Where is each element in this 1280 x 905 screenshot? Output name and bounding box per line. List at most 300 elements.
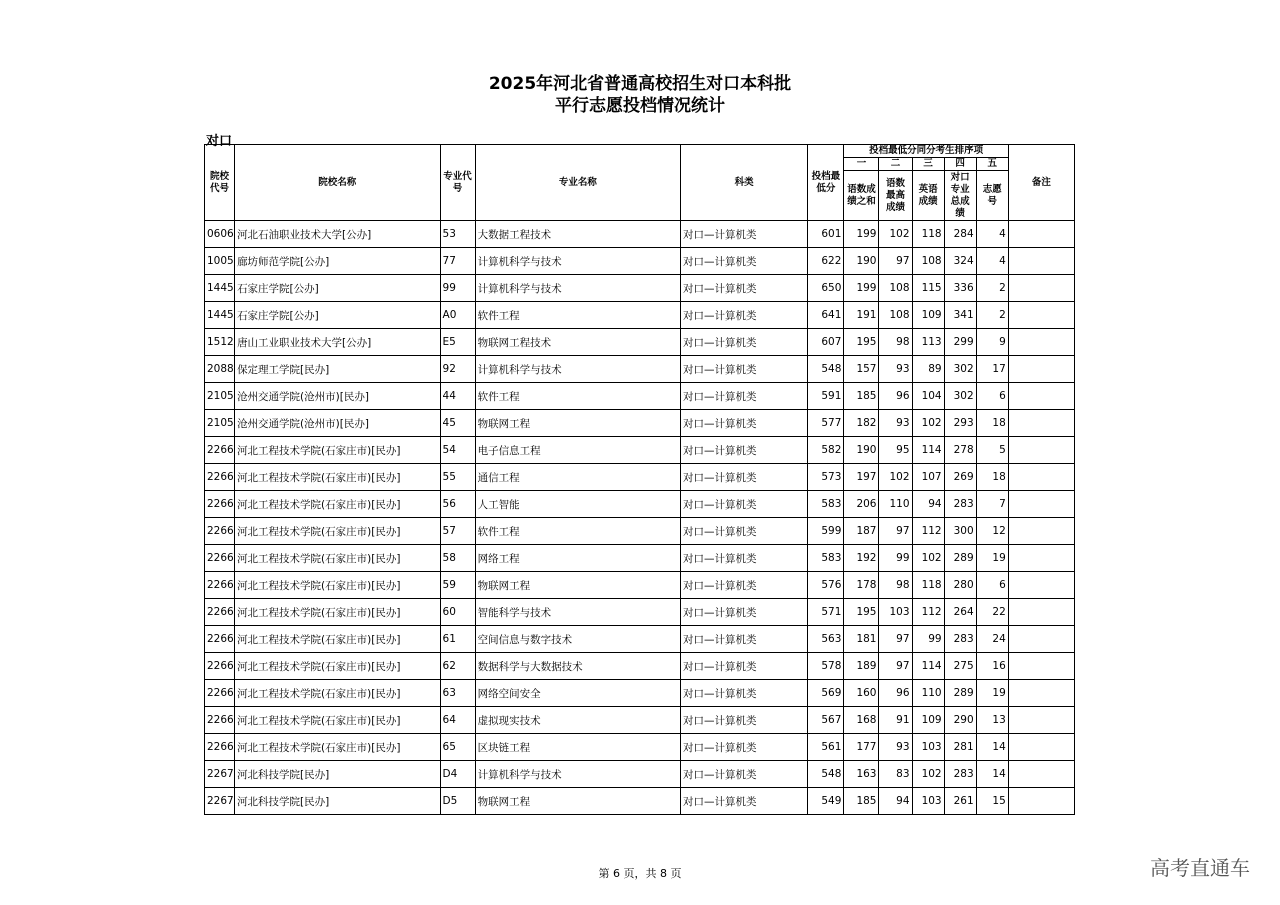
- header-school-code: 院校代号: [205, 145, 235, 221]
- tb1-cell: 163: [844, 761, 879, 788]
- table-row: [205, 626, 1075, 653]
- remarks-cell: [1008, 653, 1074, 680]
- school-name-cell: 廊坊师范学院[公办]: [235, 248, 440, 275]
- major-code-cell: 65: [440, 734, 475, 761]
- min-score-cell: 641: [808, 302, 844, 329]
- major-name-cell: 大数据工程技术: [475, 221, 680, 248]
- category-cell: 对口—计算机类: [681, 707, 808, 734]
- tb3-cell: 112: [912, 518, 944, 545]
- header-tb3: 英语成绩: [912, 171, 944, 221]
- tb3-cell: 107: [912, 464, 944, 491]
- school-code-cell: 2266: [205, 680, 235, 707]
- tb3-cell: 108: [912, 248, 944, 275]
- tb5-cell: 19: [976, 680, 1008, 707]
- tb1-cell: 190: [844, 437, 879, 464]
- category-cell: 对口—计算机类: [681, 653, 808, 680]
- major-code-cell: A0: [440, 302, 475, 329]
- major-name-cell: 电子信息工程: [475, 437, 680, 464]
- tb5-cell: 2: [976, 302, 1008, 329]
- tb4-cell: 275: [944, 653, 976, 680]
- table-row: [205, 572, 1075, 599]
- tb5-cell: 2: [976, 275, 1008, 302]
- category-cell: 对口—计算机类: [681, 518, 808, 545]
- tb4-cell: 283: [944, 761, 976, 788]
- category-cell: 对口—计算机类: [681, 464, 808, 491]
- major-name-cell: 物联网工程技术: [475, 329, 680, 356]
- tb2-cell: 108: [879, 302, 912, 329]
- tb4-cell: 336: [944, 275, 976, 302]
- tb2-cell: 96: [879, 680, 912, 707]
- tb5-cell: 13: [976, 707, 1008, 734]
- tb2-cell: 91: [879, 707, 912, 734]
- table-row: [205, 599, 1075, 626]
- remarks-cell: [1008, 383, 1074, 410]
- min-score-cell: 549: [808, 788, 844, 815]
- major-name-cell: 网络工程: [475, 545, 680, 572]
- tb5-cell: 18: [976, 410, 1008, 437]
- tb3-cell: 112: [912, 599, 944, 626]
- category-cell: 对口—计算机类: [681, 329, 808, 356]
- major-code-cell: D4: [440, 761, 475, 788]
- tb5-cell: 22: [976, 599, 1008, 626]
- tb4-cell: 290: [944, 707, 976, 734]
- tb4-cell: 299: [944, 329, 976, 356]
- major-code-cell: 57: [440, 518, 475, 545]
- table-row: [205, 248, 1075, 275]
- table-row: [205, 329, 1075, 356]
- table-row: [205, 410, 1075, 437]
- school-code-cell: 2266: [205, 626, 235, 653]
- tb2-cell: 93: [879, 734, 912, 761]
- major-name-cell: 物联网工程: [475, 572, 680, 599]
- tb5-cell: 6: [976, 383, 1008, 410]
- major-code-cell: 99: [440, 275, 475, 302]
- min-score-cell: 650: [808, 275, 844, 302]
- tb1-cell: 187: [844, 518, 879, 545]
- header-tiebreak-group: 投档最低分同分考生排序项: [844, 145, 1008, 158]
- tb5-cell: 15: [976, 788, 1008, 815]
- tb2-cell: 99: [879, 545, 912, 572]
- remarks-cell: [1008, 410, 1074, 437]
- tb4-cell: 293: [944, 410, 976, 437]
- major-name-cell: 软件工程: [475, 302, 680, 329]
- major-name-cell: 软件工程: [475, 383, 680, 410]
- major-code-cell: 55: [440, 464, 475, 491]
- header-tb5-num: 五: [976, 158, 1008, 171]
- remarks-cell: [1008, 761, 1074, 788]
- school-name-cell: 保定理工学院[民办]: [235, 356, 440, 383]
- remarks-cell: [1008, 572, 1074, 599]
- tb5-cell: 19: [976, 545, 1008, 572]
- min-score-cell: 567: [808, 707, 844, 734]
- min-score-cell: 571: [808, 599, 844, 626]
- school-code-cell: 2266: [205, 464, 235, 491]
- school-name-cell: 河北工程技术学院(石家庄市)[民办]: [235, 464, 440, 491]
- tb3-cell: 114: [912, 437, 944, 464]
- school-name-cell: 沧州交通学院(沧州市)[民办]: [235, 383, 440, 410]
- major-code-cell: 92: [440, 356, 475, 383]
- tb1-cell: 199: [844, 221, 879, 248]
- header-remarks: 备注: [1008, 145, 1074, 221]
- major-name-cell: 计算机科学与技术: [475, 356, 680, 383]
- remarks-cell: [1008, 248, 1074, 275]
- school-name-cell: 石家庄学院[公办]: [235, 302, 440, 329]
- school-name-cell: 河北工程技术学院(石家庄市)[民办]: [235, 734, 440, 761]
- remarks-cell: [1008, 626, 1074, 653]
- major-name-cell: 人工智能: [475, 491, 680, 518]
- min-score-cell: 573: [808, 464, 844, 491]
- school-code-cell: 1005: [205, 248, 235, 275]
- min-score-cell: 607: [808, 329, 844, 356]
- category-cell: 对口—计算机类: [681, 761, 808, 788]
- category-cell: 对口—计算机类: [681, 572, 808, 599]
- table-body: [205, 221, 1075, 815]
- major-code-cell: 53: [440, 221, 475, 248]
- header-tb2-num: 二: [879, 158, 912, 171]
- school-name-cell: 河北工程技术学院(石家庄市)[民办]: [235, 599, 440, 626]
- tb2-cell: 108: [879, 275, 912, 302]
- tb1-cell: 189: [844, 653, 879, 680]
- school-name-cell: 河北科技学院[民办]: [235, 761, 440, 788]
- tb3-cell: 89: [912, 356, 944, 383]
- min-score-cell: 569: [808, 680, 844, 707]
- document-title-line1: 2025年河北省普通高校招生对口本科批: [488, 74, 792, 94]
- major-name-cell: 数据科学与大数据技术: [475, 653, 680, 680]
- school-name-cell: 河北工程技术学院(石家庄市)[民办]: [235, 437, 440, 464]
- school-code-cell: 2088: [205, 356, 235, 383]
- category-cell: 对口—计算机类: [681, 545, 808, 572]
- tb2-cell: 98: [879, 572, 912, 599]
- tb1-cell: 199: [844, 275, 879, 302]
- tb4-cell: 261: [944, 788, 976, 815]
- school-code-cell: 2266: [205, 734, 235, 761]
- min-score-cell: 599: [808, 518, 844, 545]
- tb3-cell: 103: [912, 788, 944, 815]
- tb3-cell: 115: [912, 275, 944, 302]
- min-score-cell: 577: [808, 410, 844, 437]
- table-row: [205, 707, 1075, 734]
- table-row: [205, 653, 1075, 680]
- tb1-cell: 191: [844, 302, 879, 329]
- tb3-cell: 103: [912, 734, 944, 761]
- major-name-cell: 计算机科学与技术: [475, 275, 680, 302]
- school-code-cell: 1512: [205, 329, 235, 356]
- tb2-cell: 95: [879, 437, 912, 464]
- school-code-cell: 2267: [205, 788, 235, 815]
- tb2-cell: 97: [879, 518, 912, 545]
- min-score-cell: 561: [808, 734, 844, 761]
- tb2-cell: 97: [879, 248, 912, 275]
- remarks-cell: [1008, 437, 1074, 464]
- school-name-cell: 唐山工业职业技术大学[公办]: [235, 329, 440, 356]
- page-footer: 第 6 页，共 8 页: [598, 867, 682, 880]
- tb1-cell: 178: [844, 572, 879, 599]
- tb3-cell: 109: [912, 707, 944, 734]
- tb1-cell: 181: [844, 626, 879, 653]
- category-cell: 对口—计算机类: [681, 491, 808, 518]
- school-code-cell: 2266: [205, 545, 235, 572]
- category-cell: 对口—计算机类: [681, 221, 808, 248]
- table-row: [205, 383, 1075, 410]
- tb3-cell: 114: [912, 653, 944, 680]
- school-name-cell: 河北工程技术学院(石家庄市)[民办]: [235, 707, 440, 734]
- major-code-cell: 63: [440, 680, 475, 707]
- header-category: 科类: [681, 145, 808, 221]
- school-code-cell: 2105: [205, 410, 235, 437]
- tb4-cell: 302: [944, 356, 976, 383]
- tb5-cell: 9: [976, 329, 1008, 356]
- major-name-cell: 物联网工程: [475, 410, 680, 437]
- tb4-cell: 280: [944, 572, 976, 599]
- school-name-cell: 河北工程技术学院(石家庄市)[民办]: [235, 545, 440, 572]
- tb1-cell: 192: [844, 545, 879, 572]
- tb2-cell: 103: [879, 599, 912, 626]
- major-name-cell: 网络空间安全: [475, 680, 680, 707]
- remarks-cell: [1008, 599, 1074, 626]
- tb1-cell: 157: [844, 356, 879, 383]
- school-name-cell: 沧州交通学院(沧州市)[民办]: [235, 410, 440, 437]
- tb2-cell: 93: [879, 410, 912, 437]
- min-score-cell: 582: [808, 437, 844, 464]
- tb1-cell: 168: [844, 707, 879, 734]
- school-name-cell: 石家庄学院[公办]: [235, 275, 440, 302]
- major-code-cell: 56: [440, 491, 475, 518]
- category-cell: 对口—计算机类: [681, 680, 808, 707]
- school-name-cell: 河北工程技术学院(石家庄市)[民办]: [235, 572, 440, 599]
- tb4-cell: 302: [944, 383, 976, 410]
- school-code-cell: 2266: [205, 437, 235, 464]
- category-cell: 对口—计算机类: [681, 383, 808, 410]
- tb4-cell: 283: [944, 626, 976, 653]
- header-tb2: 语数最高成绩: [879, 171, 912, 221]
- header-tb1: 语数成绩之和: [844, 171, 879, 221]
- major-name-cell: 区块链工程: [475, 734, 680, 761]
- major-name-cell: 虚拟现实技术: [475, 707, 680, 734]
- school-name-cell: 河北工程技术学院(石家庄市)[民办]: [235, 626, 440, 653]
- school-code-cell: 2266: [205, 599, 235, 626]
- tb3-cell: 102: [912, 410, 944, 437]
- remarks-cell: [1008, 518, 1074, 545]
- tb5-cell: 14: [976, 761, 1008, 788]
- tb1-cell: 190: [844, 248, 879, 275]
- table-row: [205, 491, 1075, 518]
- remarks-cell: [1008, 707, 1074, 734]
- tb1-cell: 160: [844, 680, 879, 707]
- table-row: [205, 788, 1075, 815]
- school-name-cell: 河北石油职业技术大学[公办]: [235, 221, 440, 248]
- tb3-cell: 102: [912, 545, 944, 572]
- table-row: [205, 275, 1075, 302]
- min-score-cell: 563: [808, 626, 844, 653]
- tb1-cell: 197: [844, 464, 879, 491]
- major-code-cell: 45: [440, 410, 475, 437]
- header-school-name: 院校名称: [235, 145, 440, 221]
- school-code-cell: 0606: [205, 221, 235, 248]
- remarks-cell: [1008, 464, 1074, 491]
- major-name-cell: 软件工程: [475, 518, 680, 545]
- school-name-cell: 河北工程技术学院(石家庄市)[民办]: [235, 491, 440, 518]
- category-cell: 对口—计算机类: [681, 626, 808, 653]
- tb5-cell: 17: [976, 356, 1008, 383]
- tb3-cell: 102: [912, 761, 944, 788]
- tb5-cell: 14: [976, 734, 1008, 761]
- category-cell: 对口—计算机类: [681, 275, 808, 302]
- school-name-cell: 河北工程技术学院(石家庄市)[民办]: [235, 653, 440, 680]
- header-major-code: 专业代号: [440, 145, 475, 221]
- min-score-cell: 576: [808, 572, 844, 599]
- tb2-cell: 98: [879, 329, 912, 356]
- admission-table: [204, 144, 1075, 815]
- table-row: [205, 464, 1075, 491]
- remarks-cell: [1008, 275, 1074, 302]
- tb4-cell: 264: [944, 599, 976, 626]
- tb3-cell: 104: [912, 383, 944, 410]
- remarks-cell: [1008, 329, 1074, 356]
- tb3-cell: 118: [912, 572, 944, 599]
- major-code-cell: 77: [440, 248, 475, 275]
- tb5-cell: 4: [976, 221, 1008, 248]
- min-score-cell: 622: [808, 248, 844, 275]
- tb3-cell: 113: [912, 329, 944, 356]
- tb4-cell: 283: [944, 491, 976, 518]
- document-title-line2: 平行志愿投档情况统计: [555, 96, 725, 116]
- header-min-score: 投档最低分: [808, 145, 844, 221]
- tb4-cell: 289: [944, 680, 976, 707]
- tb1-cell: 182: [844, 410, 879, 437]
- table-header: [205, 145, 1075, 221]
- tb2-cell: 96: [879, 383, 912, 410]
- tb5-cell: 12: [976, 518, 1008, 545]
- school-code-cell: 2267: [205, 761, 235, 788]
- major-code-cell: E5: [440, 329, 475, 356]
- table-row: [205, 302, 1075, 329]
- table-row: [205, 761, 1075, 788]
- tb1-cell: 185: [844, 383, 879, 410]
- tb2-cell: 110: [879, 491, 912, 518]
- remarks-cell: [1008, 356, 1074, 383]
- header-tb5: 志愿号: [976, 171, 1008, 221]
- tb4-cell: 324: [944, 248, 976, 275]
- major-name-cell: 空间信息与数字技术: [475, 626, 680, 653]
- remarks-cell: [1008, 788, 1074, 815]
- header-tb4-num: 四: [944, 158, 976, 171]
- school-code-cell: 2105: [205, 383, 235, 410]
- major-code-cell: 58: [440, 545, 475, 572]
- remarks-cell: [1008, 680, 1074, 707]
- remarks-cell: [1008, 302, 1074, 329]
- major-name-cell: 智能科学与技术: [475, 599, 680, 626]
- tb2-cell: 102: [879, 221, 912, 248]
- header-tb1-num: 一: [844, 158, 879, 171]
- major-name-cell: 通信工程: [475, 464, 680, 491]
- table-row: [205, 680, 1075, 707]
- remarks-cell: [1008, 491, 1074, 518]
- tb3-cell: 99: [912, 626, 944, 653]
- tb5-cell: 24: [976, 626, 1008, 653]
- tb1-cell: 185: [844, 788, 879, 815]
- remarks-cell: [1008, 221, 1074, 248]
- tb5-cell: 5: [976, 437, 1008, 464]
- tb4-cell: 281: [944, 734, 976, 761]
- category-cell: 对口—计算机类: [681, 599, 808, 626]
- category-cell: 对口—计算机类: [681, 734, 808, 761]
- tb2-cell: 97: [879, 653, 912, 680]
- school-code-cell: 2266: [205, 707, 235, 734]
- table-row: [205, 221, 1075, 248]
- major-code-cell: D5: [440, 788, 475, 815]
- tb5-cell: 7: [976, 491, 1008, 518]
- table-row: [205, 545, 1075, 572]
- category-cell: 对口—计算机类: [681, 437, 808, 464]
- school-code-cell: 1445: [205, 275, 235, 302]
- school-code-cell: 2266: [205, 518, 235, 545]
- table-row: [205, 734, 1075, 761]
- category-cell: 对口—计算机类: [681, 302, 808, 329]
- table-row: [205, 437, 1075, 464]
- category-cell: 对口—计算机类: [681, 788, 808, 815]
- tb4-cell: 269: [944, 464, 976, 491]
- major-code-cell: 60: [440, 599, 475, 626]
- section-label: 对口: [206, 134, 233, 149]
- major-name-cell: 计算机科学与技术: [475, 761, 680, 788]
- header-major-name: 专业名称: [475, 145, 680, 221]
- table-row: [205, 518, 1075, 545]
- tb2-cell: 93: [879, 356, 912, 383]
- min-score-cell: 578: [808, 653, 844, 680]
- tb5-cell: 16: [976, 653, 1008, 680]
- tb4-cell: 284: [944, 221, 976, 248]
- school-code-cell: 2266: [205, 653, 235, 680]
- tb1-cell: 195: [844, 329, 879, 356]
- min-score-cell: 601: [808, 221, 844, 248]
- category-cell: 对口—计算机类: [681, 410, 808, 437]
- min-score-cell: 591: [808, 383, 844, 410]
- major-name-cell: 物联网工程: [475, 788, 680, 815]
- category-cell: 对口—计算机类: [681, 248, 808, 275]
- school-code-cell: 1445: [205, 302, 235, 329]
- major-code-cell: 54: [440, 437, 475, 464]
- min-score-cell: 548: [808, 761, 844, 788]
- school-name-cell: 河北工程技术学院(石家庄市)[民办]: [235, 680, 440, 707]
- tb3-cell: 110: [912, 680, 944, 707]
- tb1-cell: 177: [844, 734, 879, 761]
- min-score-cell: 583: [808, 545, 844, 572]
- tb3-cell: 118: [912, 221, 944, 248]
- tb1-cell: 206: [844, 491, 879, 518]
- school-name-cell: 河北工程技术学院(石家庄市)[民办]: [235, 518, 440, 545]
- category-cell: 对口—计算机类: [681, 356, 808, 383]
- min-score-cell: 548: [808, 356, 844, 383]
- remarks-cell: [1008, 734, 1074, 761]
- tb5-cell: 6: [976, 572, 1008, 599]
- tb5-cell: 18: [976, 464, 1008, 491]
- header-tb3-num: 三: [912, 158, 944, 171]
- school-code-cell: 2266: [205, 572, 235, 599]
- school-code-cell: 2266: [205, 491, 235, 518]
- tb4-cell: 341: [944, 302, 976, 329]
- tb2-cell: 97: [879, 626, 912, 653]
- tb3-cell: 109: [912, 302, 944, 329]
- school-name-cell: 河北科技学院[民办]: [235, 788, 440, 815]
- watermark: 高考直通车: [1150, 856, 1250, 880]
- tb4-cell: 278: [944, 437, 976, 464]
- major-code-cell: 64: [440, 707, 475, 734]
- major-code-cell: 59: [440, 572, 475, 599]
- tb2-cell: 94: [879, 788, 912, 815]
- min-score-cell: 583: [808, 491, 844, 518]
- tb5-cell: 4: [976, 248, 1008, 275]
- tb4-cell: 289: [944, 545, 976, 572]
